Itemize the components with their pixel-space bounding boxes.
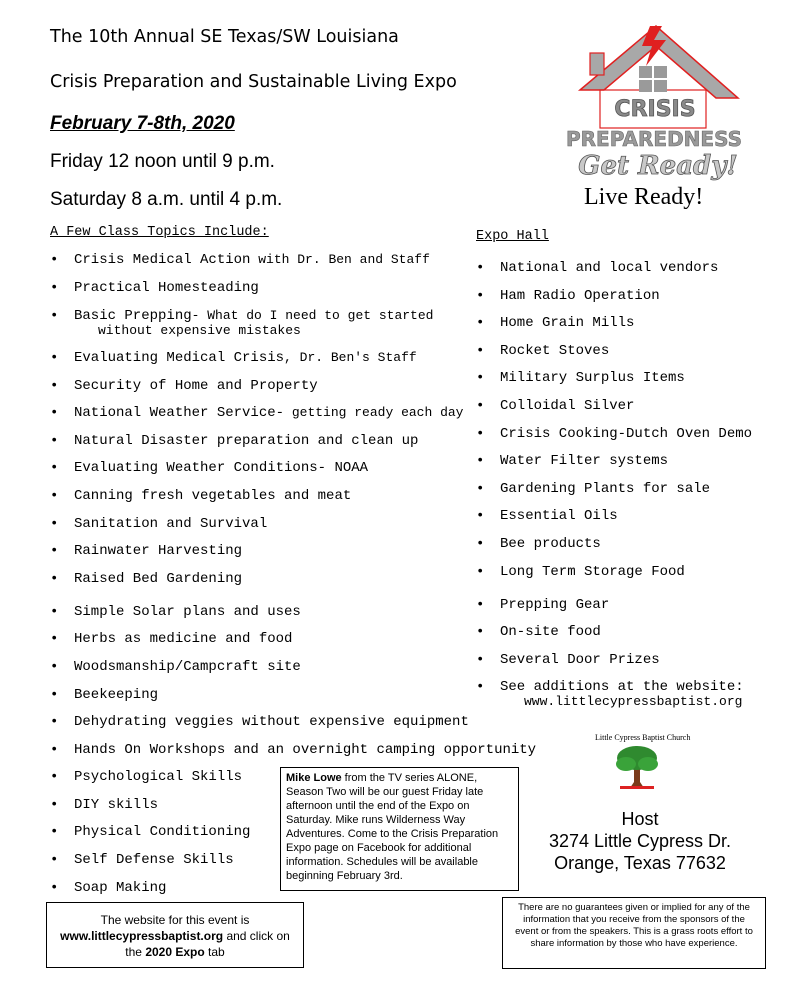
list-item-text: On-site food	[500, 624, 601, 640]
list-item-text: Self Defense Skills	[74, 852, 234, 868]
crisis-preparedness-logo	[538, 18, 768, 218]
bullet-icon: •	[50, 405, 59, 421]
list-item-text: Long Term Storage Food	[500, 564, 685, 580]
list-item-text: Bee products	[500, 536, 601, 552]
list-item-text: DIY skills	[74, 797, 159, 813]
bullet-icon: •	[476, 343, 485, 359]
list-item-text: Prepping Gear	[500, 597, 610, 613]
bullet-icon: •	[476, 398, 485, 414]
list-item-text: Canning fresh vegetables and meat	[74, 488, 352, 504]
website-url[interactable]: www.littlecypressbaptist.org	[60, 929, 224, 943]
logo-tagline: Get Ready!	[578, 151, 738, 181]
list-item-text: Raised Bed Gardening	[74, 571, 243, 587]
list-item-text: Simple Solar plans and uses	[74, 604, 301, 620]
bullet-icon: •	[50, 460, 59, 476]
list-item-text: See additions at the website:	[500, 679, 744, 695]
list-item-text: Woodsmanship/Campcraft site	[74, 659, 301, 675]
bullet-icon: •	[476, 315, 485, 331]
bullet-icon: •	[476, 652, 485, 668]
bullet-icon: •	[50, 252, 59, 268]
list-item-text: Crisis Medical Action	[74, 252, 251, 268]
disclaimer-text: There are no guarantees given or implied for any of the information that you receive from the sponsors of the event or from the speakers. This is a grass roots effort to share information by those who have experience.	[515, 902, 753, 949]
list-item-text: Ham Radio Operation	[500, 288, 660, 304]
bullet-icon: •	[476, 597, 485, 613]
bullet-icon: •	[50, 433, 59, 449]
list-item-text: Rocket Stoves	[500, 343, 610, 359]
website-mid-text: and click on the	[125, 929, 290, 959]
class-topics-heading: A Few Class Topics Include:	[50, 225, 269, 240]
list-item-text: Military Surplus Items	[500, 370, 685, 386]
list-item-text: Colloidal Silver	[500, 398, 635, 414]
bullet-icon: •	[50, 604, 59, 620]
list-item-text: Psychological Skills	[74, 769, 243, 785]
list-item-text: Soap Making	[74, 880, 167, 896]
house-logo-icon	[538, 18, 768, 183]
guest-name: Mike Lowe	[286, 772, 342, 784]
list-item-text: Natural Disaster preparation and clean up	[74, 433, 419, 449]
event-date: February 7-8th, 2020	[50, 113, 235, 134]
bullet-icon: •	[476, 370, 485, 386]
website-intro: The website for this event is	[100, 913, 250, 927]
host-address-line1: 3274 Little Cypress Dr.	[548, 831, 732, 851]
list-item-text: Home Grain Mills	[500, 315, 635, 331]
list-item-detail: - What do I need to get started	[191, 308, 434, 323]
bullet-icon: •	[476, 536, 485, 552]
event-title: The 10th Annual SE Texas/SW Louisiana	[50, 27, 399, 47]
expo-tab-name: 2020 Expo	[145, 945, 205, 959]
bullet-icon: •	[50, 571, 59, 587]
event-subtitle: Crisis Preparation and Sustainable Living Expo	[50, 72, 457, 92]
bullet-icon: •	[50, 687, 59, 703]
tree-icon	[612, 742, 662, 792]
bullet-icon: •	[50, 378, 59, 394]
guest-description: from the TV series ALONE, Season Two will be our guest Friday late afternoon until the end of the Expo on Saturday. Mike runs Wilderness Way Adventures. Come to the Crisis Preparation Expo page on Facebook for additional information. Schedules will be available beginning February 3rd.	[286, 772, 499, 882]
bullet-icon: •	[50, 769, 59, 785]
logo-word-crisis: CRISIS	[614, 97, 696, 122]
bullet-icon: •	[50, 852, 59, 868]
list-item-text: Basic Prepping	[74, 308, 192, 324]
church-name: Little Cypress Baptist Church	[595, 733, 691, 742]
website-tab-suffix: tab	[204, 945, 225, 959]
list-item-text: Gardening Plants for sale	[500, 481, 711, 497]
bullet-icon: •	[476, 260, 485, 276]
list-item-text: Herbs as medicine and food	[74, 631, 293, 647]
list-item-text: Rainwater Harvesting	[74, 543, 243, 559]
list-item-text: Evaluating Weather Conditions- NOAA	[74, 460, 369, 476]
bullet-icon: •	[476, 426, 485, 442]
list-item-text: Evaluating Medical Crisis	[74, 350, 285, 366]
list-item-text: Several Door Prizes	[500, 652, 660, 668]
bullet-icon: •	[476, 679, 485, 695]
host-label: Host	[621, 809, 659, 829]
bullet-icon: •	[50, 714, 59, 730]
bullet-icon: •	[50, 350, 59, 366]
guest-info-box	[280, 767, 519, 891]
host-address-line2: Orange, Texas 77632	[554, 853, 726, 873]
bullet-icon: •	[50, 280, 59, 296]
disclaimer-box	[502, 897, 766, 969]
list-item-text: National Weather Service-	[74, 405, 285, 421]
friday-hours: Friday 12 noon until 9 p.m.	[50, 151, 275, 172]
list-item-text: Crisis Cooking-Dutch Oven Demo	[500, 426, 753, 442]
list-item-text: Physical Conditioning	[74, 824, 251, 840]
list-item-text: Hands On Workshops and an overnight camping opportunity	[74, 742, 537, 758]
list-item-text: Essential Oils	[500, 508, 618, 524]
bullet-icon: •	[476, 288, 485, 304]
list-item-text: Water Filter systems	[500, 453, 669, 469]
list-item-text: Beekeeping	[74, 687, 159, 703]
list-item-text: Practical Homesteading	[74, 280, 259, 296]
list-item-subline: without expensive mistakes	[98, 323, 301, 338]
list-item-text: Dehydrating veggies without expensive equipment	[74, 714, 469, 730]
bullet-icon: •	[476, 624, 485, 640]
bullet-icon: •	[50, 516, 59, 532]
bullet-icon: •	[476, 453, 485, 469]
bullet-icon: •	[50, 488, 59, 504]
bullet-icon: •	[50, 824, 59, 840]
bullet-icon: •	[50, 543, 59, 559]
bullet-icon: •	[50, 797, 59, 813]
list-item-detail: getting ready each day	[284, 405, 464, 420]
bullet-icon: •	[50, 659, 59, 675]
list-item-text: Security of Home and Property	[74, 378, 318, 394]
list-item-text: Sanitation and Survival	[74, 516, 268, 532]
expo-hall-heading: Expo Hall	[476, 229, 549, 244]
list-item-subline: www.littlecypressbaptist.org	[524, 694, 743, 709]
saturday-hours: Saturday 8 a.m. until 4 p.m.	[50, 189, 283, 210]
list-item-detail: , Dr. Ben's Staff	[284, 350, 417, 365]
bullet-icon: •	[50, 880, 59, 896]
bullet-icon: •	[476, 508, 485, 524]
bullet-icon: •	[476, 564, 485, 580]
bullet-icon: •	[476, 481, 485, 497]
bullet-icon: •	[50, 631, 59, 647]
live-ready-slogan: Live Ready!	[584, 184, 704, 210]
logo-word-preparedness: PREPAREDNESS	[566, 127, 742, 151]
bullet-icon: •	[50, 308, 59, 324]
list-item-text: National and local vendors	[500, 260, 719, 276]
bullet-icon: •	[50, 742, 59, 758]
list-item-detail: with Dr. Ben and Staff	[250, 252, 430, 267]
website-info-box	[46, 902, 304, 968]
